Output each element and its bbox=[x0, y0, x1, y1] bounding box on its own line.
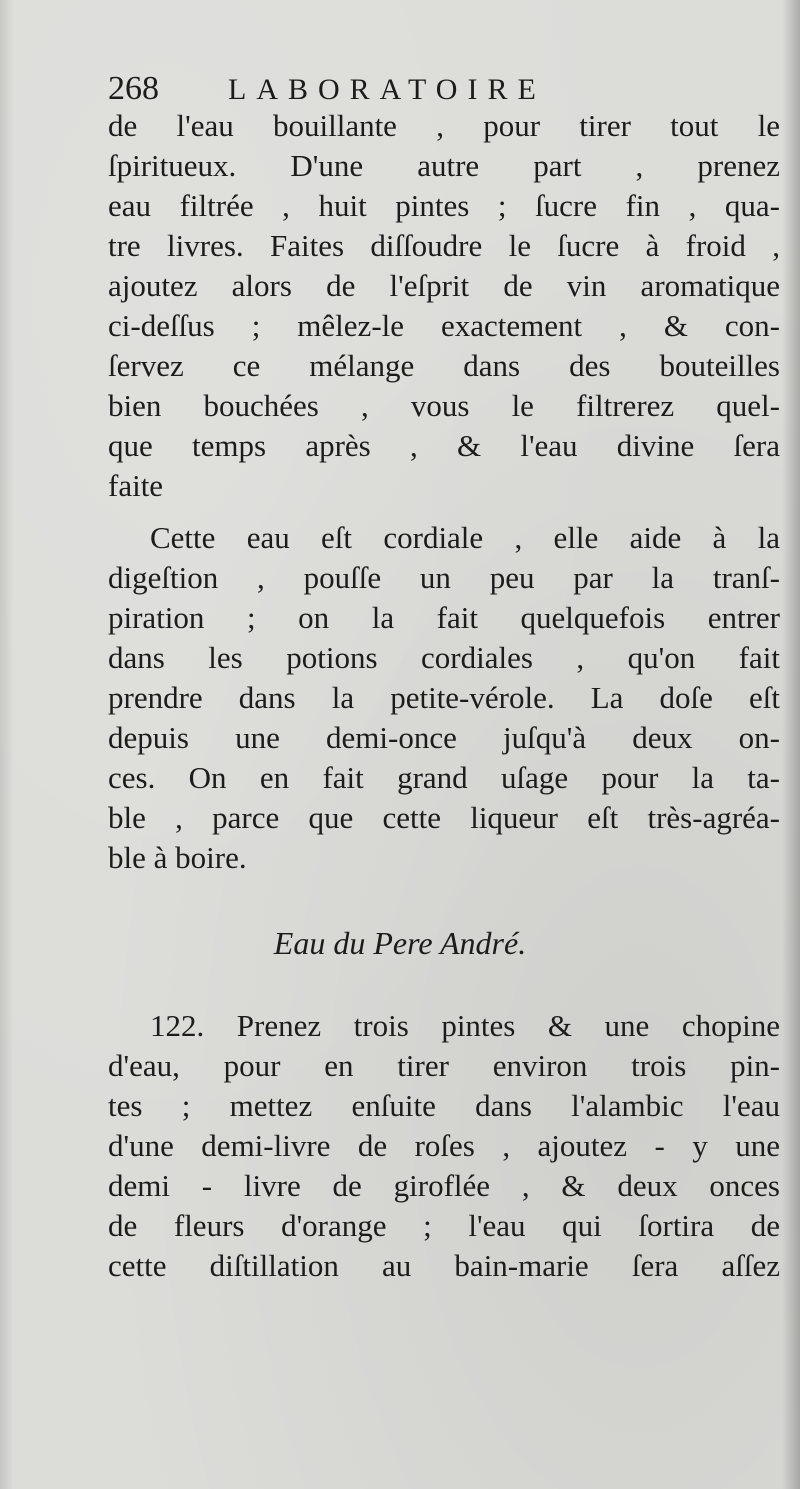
text-line: de l'eau bouillante , pour tirer tout le bbox=[108, 108, 780, 143]
section-heading: Eau du Pere André. bbox=[273, 925, 527, 961]
text-line: digeſtion , pouſſe un peu par la tranſ- bbox=[108, 560, 780, 595]
running-title: LABORATOIRE bbox=[228, 73, 546, 106]
text-line: piration ; on la fait quelquefois entrer bbox=[108, 600, 780, 635]
text-line: ces. On en fait grand uſage pour la ta- bbox=[108, 760, 780, 795]
page-right-shadow bbox=[782, 0, 800, 1489]
text-line: que temps après , & l'eau divine ſera bbox=[108, 428, 780, 463]
text-line: 122. Prenez trois pintes & une chopine bbox=[150, 1008, 780, 1043]
text-line: depuis une demi-once juſqu'à deux on- bbox=[108, 720, 780, 755]
text-line: Cette eau eſt cordiale , elle aide à la bbox=[150, 520, 780, 555]
text-line: bien bouchées , vous le filtrerez quel- bbox=[108, 388, 780, 423]
text-line: faite bbox=[108, 468, 164, 503]
text-line: ſervez ce mélange dans des bouteilles bbox=[108, 348, 780, 383]
text-line: d'eau, pour en tirer environ trois pin- bbox=[108, 1048, 780, 1083]
text-line: tes ; mettez enſuite dans l'alambic l'eau bbox=[108, 1088, 780, 1123]
text-line: ci-deſſus ; mêlez-le exactement , & con- bbox=[108, 308, 780, 343]
text-line: ſpiritueux. D'une autre part , prenez bbox=[108, 148, 780, 183]
text-line: tre livres. Faites diſſoudre le ſucre à froid , bbox=[108, 228, 780, 263]
text-line: eau filtrée , huit pintes ; ſucre fin , qua- bbox=[108, 188, 780, 223]
page-left-shadow bbox=[0, 0, 14, 1489]
text-line: cette diſtillation au bain-marie ſera aſſez bbox=[108, 1248, 780, 1283]
text-line: de fleurs d'orange ; l'eau qui ſortira de bbox=[108, 1208, 780, 1243]
page-number: 268 bbox=[108, 70, 159, 107]
text-line: d'une demi-livre de roſes , ajoutez - y une bbox=[108, 1128, 780, 1163]
text-line: ble , parce que cette liqueur eſt très-agréa- bbox=[108, 800, 780, 835]
text-line: prendre dans la petite-vérole. La doſe eſt bbox=[108, 680, 780, 715]
text-line: dans les potions cordiales , qu'on fait bbox=[108, 640, 780, 675]
text-line: demi - livre de giroflée , & deux onces bbox=[108, 1168, 780, 1203]
text-line: ajoutez alors de l'eſprit de vin aromatique bbox=[108, 268, 780, 303]
text-line: ble à boire. bbox=[108, 840, 247, 875]
